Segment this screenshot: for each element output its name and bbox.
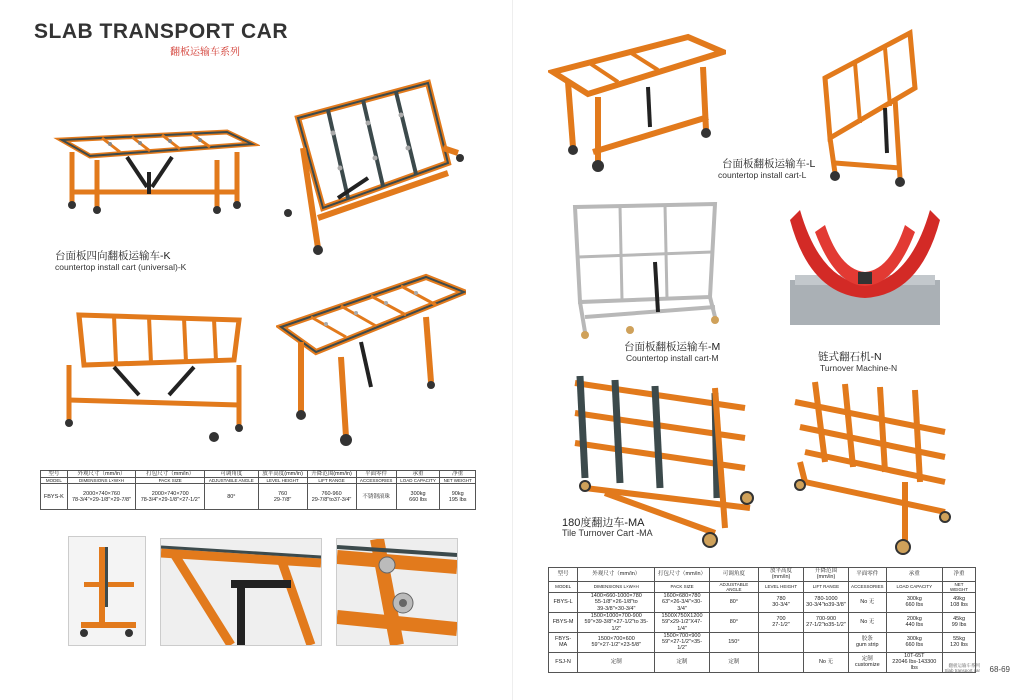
cart-m-photo [570, 202, 720, 342]
table-cell: 1500X750X1200 59"x29-1/2"X47-1/4" [655, 612, 709, 632]
table-header-cell: 型号 [549, 568, 578, 582]
table-subheader-cell: DIMENSIONS L×W×H [67, 478, 136, 484]
table-header-cell: 净重 [943, 568, 976, 582]
table-cell [759, 632, 804, 652]
turnover-machine-n-caption-cn: 链式翻石机-N [818, 351, 882, 363]
cart-k-caption-cn: 台面板四向翻板运输车-K [55, 250, 171, 262]
table-header-cell: 升降范围(mm/in) [803, 568, 848, 582]
cart-k-tilted-photo [278, 78, 478, 258]
table-cell [759, 652, 804, 672]
spec-table-k [40, 470, 476, 510]
table-subheader-cell: PACK SIZE [136, 478, 205, 484]
table-cell: 1500×700×900 59"×27-1/2"×35-1/2" [655, 632, 709, 652]
table-subheader-cell: LOAD CAPACITY [396, 478, 440, 484]
table-subheader-cell: MODEL [549, 581, 578, 592]
table-row [549, 652, 976, 672]
cart-k-caption-en: countertop install cart (universal)-K [55, 262, 187, 272]
table-cell: 300kg 660 lbs [396, 484, 440, 510]
table-cell: 80° [205, 484, 259, 510]
cart-l-tilted-photo [815, 28, 925, 188]
table-header-cell: 平面零件 [356, 471, 396, 478]
detail-photo-frame-joint [160, 538, 322, 646]
table-cell: 1500×1000×700-900 59"×39-3/8"×27-1/2"to 35-1/2" [578, 612, 655, 632]
table-cell: 定制 [655, 652, 709, 672]
table-cell: 定制 [578, 652, 655, 672]
table-cell: 定制 customize [849, 652, 887, 672]
table-header-cell: 打包尺寸（mm/in） [136, 471, 205, 478]
table-header-cell: 外观尺寸（mm/in） [67, 471, 136, 478]
table-header-row [549, 568, 976, 582]
cart-l-caption-cn: 台面板翻板运输车-L [722, 158, 816, 170]
turnover-machine-n-caption-en: Turnover Machine-N [820, 363, 898, 373]
table-cell: 49kg 108 lbs [943, 592, 976, 612]
table-subheader-row [549, 581, 976, 592]
table-cell: 45kg 99 lbs [943, 612, 976, 632]
table-subheader-cell: LIFT RANGE [307, 478, 356, 484]
cart-l-caption-en: countertop install cart-L [718, 170, 807, 180]
page-spread-divider [512, 0, 513, 700]
table-cell: 2000×740×760 78-3/4"×29-1/8"×29-7/8" [67, 484, 136, 510]
table-header-cell: 型号 [41, 471, 68, 478]
table-subheader-cell: DIMENSIONS L×W×H [578, 581, 655, 592]
table-subheader-cell: LEVEL HEIGHT [759, 581, 804, 592]
table-subheader-cell: MODEL [41, 478, 68, 484]
footer-label-cn: 翻板运输车系列 [948, 663, 980, 668]
table-row [549, 612, 976, 632]
table-header-cell: 升降范围(mm/in) [307, 471, 356, 478]
table-cell: FBYS-M [549, 612, 578, 632]
table-subheader-cell: LOAD CAPACITY [886, 581, 943, 592]
table-cell: 1500×700×600 59"×27-1/2"×23-5/8" [578, 632, 655, 652]
table-cell: 80° [709, 592, 758, 612]
cart-m-caption-en: Countertop install cart-M [626, 353, 719, 363]
table-cell: 760 29-7/8" [258, 484, 307, 510]
table-header-cell: 放平高度(mm/in) [258, 471, 307, 478]
table-cell: 780-1000 30-3/4"to39-3/8" [803, 592, 848, 612]
table-header-cell: 放平高度(mm/in) [759, 568, 804, 582]
table-cell: 700 27-1/2" [759, 612, 804, 632]
table-cell: 80° [709, 612, 758, 632]
cart-k-flat-photo [52, 122, 260, 214]
table-subheader-cell: ADJUSTABLE ANGLE [709, 581, 758, 592]
detail-photo-ball-roller [336, 538, 458, 646]
cart-k-side-photo [54, 305, 250, 445]
footer-label-en: Slab transport car [944, 668, 980, 674]
table-header-cell: 可调角度 [709, 568, 758, 582]
table-cell: 90kg 195 lbs [440, 484, 476, 510]
cart-ma-caption-en: Tile Turnover Cart -MA [562, 528, 653, 538]
table-subheader-cell: LEVEL HEIGHT [258, 478, 307, 484]
table-header-cell: 平面零件 [849, 568, 887, 582]
turnover-machine-n-photo [780, 200, 950, 330]
table-subheader-cell: ACCESSORIES [356, 478, 396, 484]
table-subheader-cell: PACK SIZE [655, 581, 709, 592]
table-row [549, 592, 976, 612]
page-number: 68-69 [989, 665, 1010, 674]
cart-ma-angled-photo [785, 372, 955, 557]
page-subtitle: 翻板运输车系列 [170, 47, 240, 58]
table-cell: No 无 [803, 652, 848, 672]
table-cell: FBYS-MA [549, 632, 578, 652]
table-cell: 1600×680×780 63"×26-3/4"×30-3/4" [655, 592, 709, 612]
table-header-cell: 承重 [886, 568, 943, 582]
table-header-row [41, 471, 476, 478]
cart-k-angled-photo [276, 272, 466, 452]
table-cell: No 无 [849, 592, 887, 612]
table-cell: 2000×740×700 78-3/4"×29-1/8"×27-1/2" [136, 484, 205, 510]
table-cell: 胶条 gum strip [849, 632, 887, 652]
table-header-cell: 可调角度 [205, 471, 259, 478]
table-cell: 780 30-3/4" [759, 592, 804, 612]
table-header-cell: 净重 [440, 471, 476, 478]
table-header-cell: 承重 [396, 471, 440, 478]
table-row [41, 484, 476, 510]
table-cell: 760-960 29-7/8"to37-3/4" [307, 484, 356, 510]
table-header-cell: 外观尺寸（mm/in） [578, 568, 655, 582]
table-cell: 300kg 660 lbs [886, 592, 943, 612]
table-cell: 150° [709, 632, 758, 652]
table-cell: 10T-65T 22046 lbs-143300 lbs [886, 652, 943, 672]
table-subheader-cell: ADJUSTABLE ANGLE [205, 478, 259, 484]
table-cell: FBYS-K [41, 484, 68, 510]
table-subheader-cell: NET WEIGHT [943, 581, 976, 592]
table-cell [803, 632, 848, 652]
page-title: SLAB TRANSPORT CAR [34, 20, 288, 43]
cart-m-caption-cn: 台面板翻板运输车-M [624, 341, 721, 353]
table-cell: 定制 [709, 652, 758, 672]
table-subheader-cell: NET WEIGHT [440, 478, 476, 484]
table-cell: 55kg 120 lbs [943, 632, 976, 652]
footer-label [944, 663, 980, 674]
table-cell: 200kg 440 lbs [886, 612, 943, 632]
table-header-cell: 打包尺寸（mm/in） [655, 568, 709, 582]
table-cell: 300kg 660 lbs [886, 632, 943, 652]
table-subheader-cell: LIFT RANGE [803, 581, 848, 592]
detail-photo-side [68, 536, 146, 646]
cart-l-flat-photo [548, 32, 726, 184]
table-cell: No 无 [849, 612, 887, 632]
table-cell: FBYS-L [549, 592, 578, 612]
cart-ma-caption-cn: 180度翻边车-MA [562, 517, 645, 529]
spec-table-l-m-ma-n [548, 567, 976, 673]
table-cell: 700-900 27-1/2"to35-1/2" [803, 612, 848, 632]
table-subheader-cell: ACCESSORIES [849, 581, 887, 592]
table-cell: FSJ-N [549, 652, 578, 672]
table-row [549, 632, 976, 652]
table-cell: 不锈钢滚珠 [356, 484, 396, 510]
table-cell: 1400×660-1000×780 55-1/8"×26-1/8"to 39-3/8"×30-3/4" [578, 592, 655, 612]
